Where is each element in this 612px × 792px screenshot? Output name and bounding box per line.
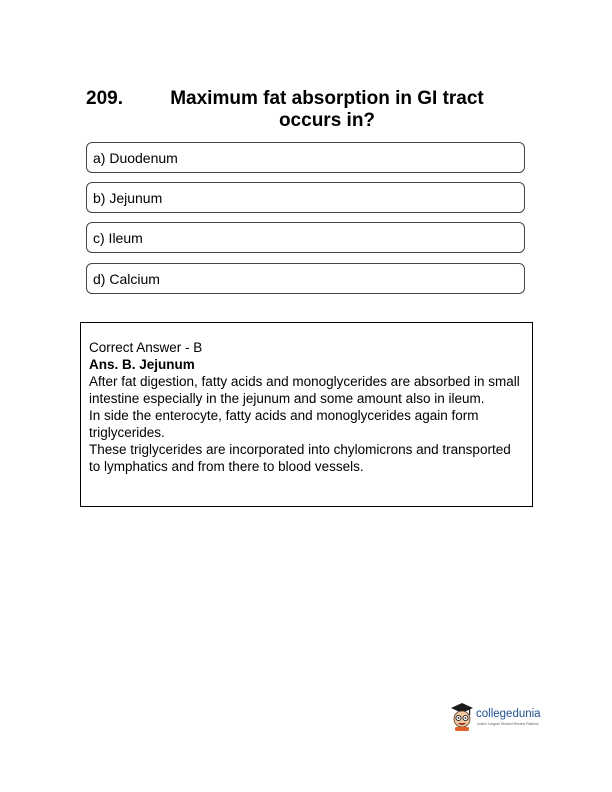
question-text: Maximum fat absorption in GI tract occurs in? (170, 88, 484, 131)
collegedunia-logo (450, 702, 550, 738)
explanation-paragraph: In side the enterocyte, fatty acids and monoglycerides again form triglycerides. (89, 408, 479, 440)
explanation-paragraph: These triglycerides are incorporated into chylomicrons and transported to lymphatics and from there to blood vessels. (89, 442, 511, 474)
question-number: 209. (86, 88, 123, 109)
logo-tagline: India's Largest Student Review Platform (477, 722, 540, 726)
option-b[interactable]: b) Jejunum (86, 182, 525, 213)
explanation-paragraph: After fat digestion, fatty acids and monoglycerides are absorbed in small intestine especially in the jejunum and some amount also in ileum. (89, 374, 520, 406)
graduate-mascot-icon (450, 702, 474, 732)
option-c[interactable]: c) Ileum (86, 222, 525, 253)
option-d[interactable]: d) Calcium (86, 263, 525, 294)
logo-name: collegedunia (476, 708, 541, 720)
question (86, 88, 526, 132)
correct-answer-label: Correct Answer - B (89, 340, 203, 355)
answer-title: Ans. B. Jejunum (89, 357, 195, 372)
answer-explanation-box (80, 322, 533, 507)
option-a[interactable]: a) Duodenum (86, 142, 525, 173)
